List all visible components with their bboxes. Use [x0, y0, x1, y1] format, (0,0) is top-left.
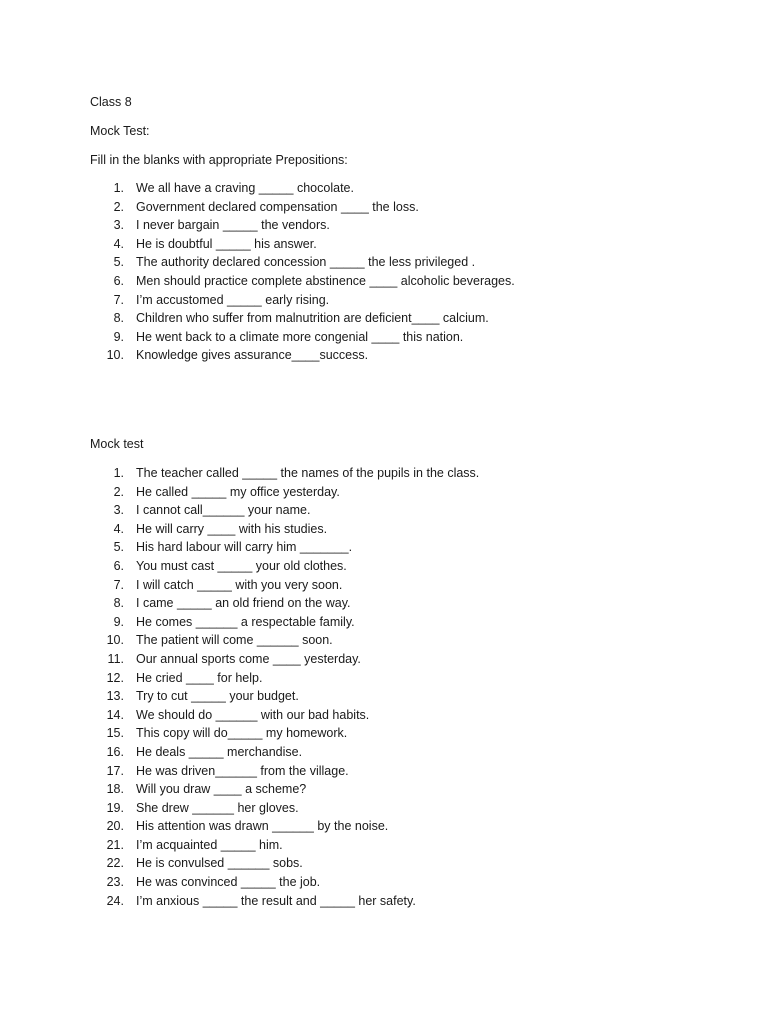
question-number: 12.: [106, 670, 124, 685]
question-number: 11.: [107, 651, 124, 666]
question-text: He was driven______ from the village.: [136, 763, 349, 778]
question-number: 8.: [113, 311, 124, 326]
question-number: 2.: [113, 484, 124, 499]
question-text: The patient will come ______ soon.: [136, 633, 333, 648]
question-text: He called _____ my office yesterday.: [136, 484, 340, 499]
question-text: He comes ______ a respectable family.: [136, 614, 355, 629]
question-number: 15.: [106, 726, 124, 741]
question-text: Will you draw ____ a scheme?: [136, 782, 307, 797]
question-text: I cannot call______ your name.: [136, 503, 311, 518]
question-text: His hard labour will carry him _______.: [136, 540, 353, 555]
question-number: 17.: [106, 763, 124, 778]
question-number: 1.: [113, 466, 124, 480]
question-text: Children who suffer from malnutrition are deficient____ calcium.: [136, 311, 489, 326]
question-text: We all have a craving _____ chocolate.: [136, 181, 354, 195]
question-text: I’m anxious _____ the result and _____ her safety.: [136, 893, 416, 908]
question-text: He went back to a climate more congenial ____ this nation.: [136, 329, 464, 344]
question-text: I will catch _____ with you very soon.: [136, 577, 343, 592]
question-number: 7.: [113, 292, 124, 307]
question-number: 3.: [113, 218, 124, 233]
question-number: 5.: [113, 255, 124, 270]
question-text: His attention was drawn ______ by the noise.: [136, 819, 389, 834]
question-text: Knowledge gives assurance____success.: [136, 348, 369, 363]
class-label: Class 8: [90, 95, 132, 109]
question-number: 9.: [113, 329, 124, 344]
question-number: 13.: [106, 689, 124, 704]
question-number: 20.: [106, 819, 124, 834]
question-text: He cried ____ for help.: [136, 670, 263, 685]
question-text: She drew ______ her gloves.: [136, 800, 299, 815]
question-text: I never bargain _____ the vendors.: [136, 218, 330, 233]
question-number: 7.: [113, 577, 124, 592]
question-number: 18.: [106, 782, 124, 797]
section-1-heading: Mock Test:: [90, 124, 150, 138]
question-text: Government declared compensation ____ the loss.: [136, 199, 419, 214]
question-text: He was convinced _____ the job.: [136, 875, 321, 890]
question-number: 21.: [106, 837, 124, 852]
question-number: 14.: [106, 707, 124, 722]
question-text: This copy will do_____ my homework.: [136, 726, 348, 741]
section-2-heading: Mock test: [90, 437, 144, 451]
question-text: I’m accustomed _____ early rising.: [136, 292, 330, 307]
question-number: 24.: [106, 893, 124, 908]
question-number: 10.: [106, 348, 124, 363]
question-text: I came _____ an old friend on the way.: [136, 596, 351, 611]
question-number: 8.: [113, 596, 124, 611]
question-number: 4.: [113, 521, 124, 536]
question-number: 10.: [106, 633, 124, 648]
question-number: 6.: [113, 558, 124, 573]
question-number: 9.: [113, 614, 124, 629]
question-text: He is convulsed ______ sobs.: [136, 856, 303, 871]
question-number: 19.: [106, 800, 124, 815]
question-text: Our annual sports come ____ yesterday.: [136, 651, 361, 666]
question-text: The authority declared concession _____ the less privileged .: [136, 255, 476, 270]
question-number: 23.: [106, 875, 124, 890]
section-1-instruction: Fill in the blanks with appropriate Prepositions:: [90, 153, 348, 167]
question-number: 5.: [113, 540, 124, 555]
question-number: 6.: [113, 273, 124, 288]
question-number: 16.: [106, 744, 124, 759]
question-text: Men should practice complete abstinence ____ alcoholic beverages.: [136, 273, 515, 288]
question-text: He is doubtful _____ his answer.: [136, 236, 317, 251]
question-text: He will carry ____ with his studies.: [136, 521, 328, 536]
question-text: The teacher called _____ the names of the pupils in the class.: [136, 466, 480, 480]
question-text: We should do ______ with our bad habits.: [136, 707, 370, 722]
question-number: 2.: [113, 199, 124, 214]
question-number: 4.: [113, 236, 124, 251]
question-text: He deals _____ merchandise.: [136, 744, 303, 759]
question-number: 22.: [106, 856, 124, 871]
question-text: I’m acquainted _____ him.: [136, 837, 283, 852]
question-text: Try to cut _____ your budget.: [136, 689, 299, 704]
question-number: 1.: [113, 181, 124, 195]
question-text: You must cast _____ your old clothes.: [136, 558, 347, 573]
question-number: 3.: [113, 503, 124, 518]
